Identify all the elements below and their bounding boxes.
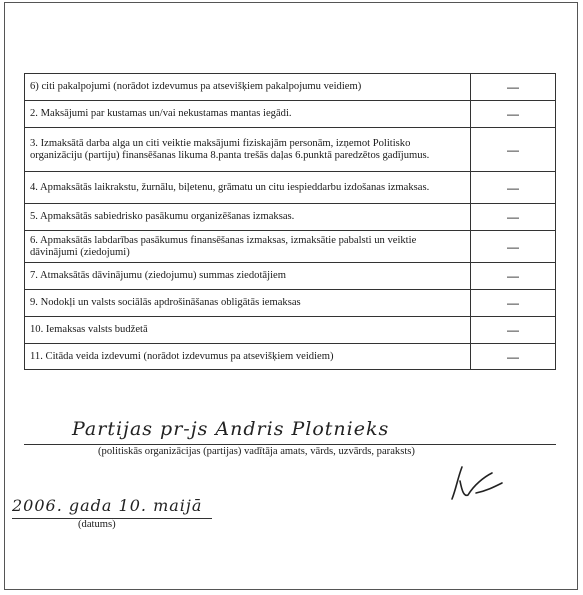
row-value: — (471, 263, 556, 290)
signature-line (24, 444, 556, 445)
row-value: — (471, 231, 556, 263)
signature-handwritten-text: Partijas pr-js Andris Plotnieks (72, 418, 390, 440)
row-label: 5. Apmaksātās sabiedrisko pasākumu organizēšanas izmaksas. (25, 204, 471, 231)
table-row (25, 74, 556, 101)
date-handwritten-text: 2006. gada 10. maijā (12, 496, 203, 515)
row-value: — (471, 344, 556, 370)
table-row (25, 263, 556, 290)
date-caption: (datums) (78, 519, 116, 530)
row-label: 7. Atmaksātās dāvinājumu (ziedojumu) summas ziedotājiem (25, 263, 471, 290)
table-row (25, 204, 556, 231)
row-label: 9. Nodokļi un valsts sociālās apdrošināšanas obligātās iemaksas (25, 290, 471, 317)
signature-mark (432, 455, 512, 505)
row-label: 2. Maksājumi par kustamas un/vai nekustamas mantas iegādi. (25, 101, 471, 128)
table-row (25, 172, 556, 204)
row-label: 6) citi pakalpojumi (norādot izdevumus pa atsevišķiem pakalpojumu veidiem) (25, 74, 471, 101)
row-value: — (471, 74, 556, 101)
table-row (25, 317, 556, 344)
row-label: 10. Iemaksas valsts budžetā (25, 317, 471, 344)
table-row (25, 290, 556, 317)
table-row (25, 128, 556, 172)
expenses-table (24, 73, 556, 370)
row-value: — (471, 128, 556, 172)
table-row (25, 231, 556, 263)
row-value: — (471, 290, 556, 317)
row-label: 3. Izmaksātā darba alga un citi veiktie maksājumi fiziskajām personām, izņemot Politisko organizāciju (partiju) finansēšanas likuma 8.panta trešās daļas 6.punktā paredzētos gadījumus. (25, 128, 471, 172)
expenses-table-body (25, 74, 556, 370)
row-value: — (471, 204, 556, 231)
table-row (25, 344, 556, 370)
signature-caption: (politiskās organizācijas (partijas) vadītāja amats, vārds, uzvārds, paraksts) (98, 446, 415, 457)
row-label: 4. Apmaksātās laikrakstu, žurnālu, biļetenu, grāmatu un citu iespieddarbu izdošanas izmaksas. (25, 172, 471, 204)
row-value: — (471, 172, 556, 204)
row-label: 11. Citāda veida izdevumi (norādot izdevumus pa atsevišķiem veidiem) (25, 344, 471, 370)
row-label: 6. Apmaksātās labdarības pasākumus finansēšanas izmaksas, izmaksātie pabalsti un veiktie dāvinājumi (ziedojumi) (25, 231, 471, 263)
row-value: — (471, 101, 556, 128)
table-row (25, 101, 556, 128)
row-value: — (471, 317, 556, 344)
